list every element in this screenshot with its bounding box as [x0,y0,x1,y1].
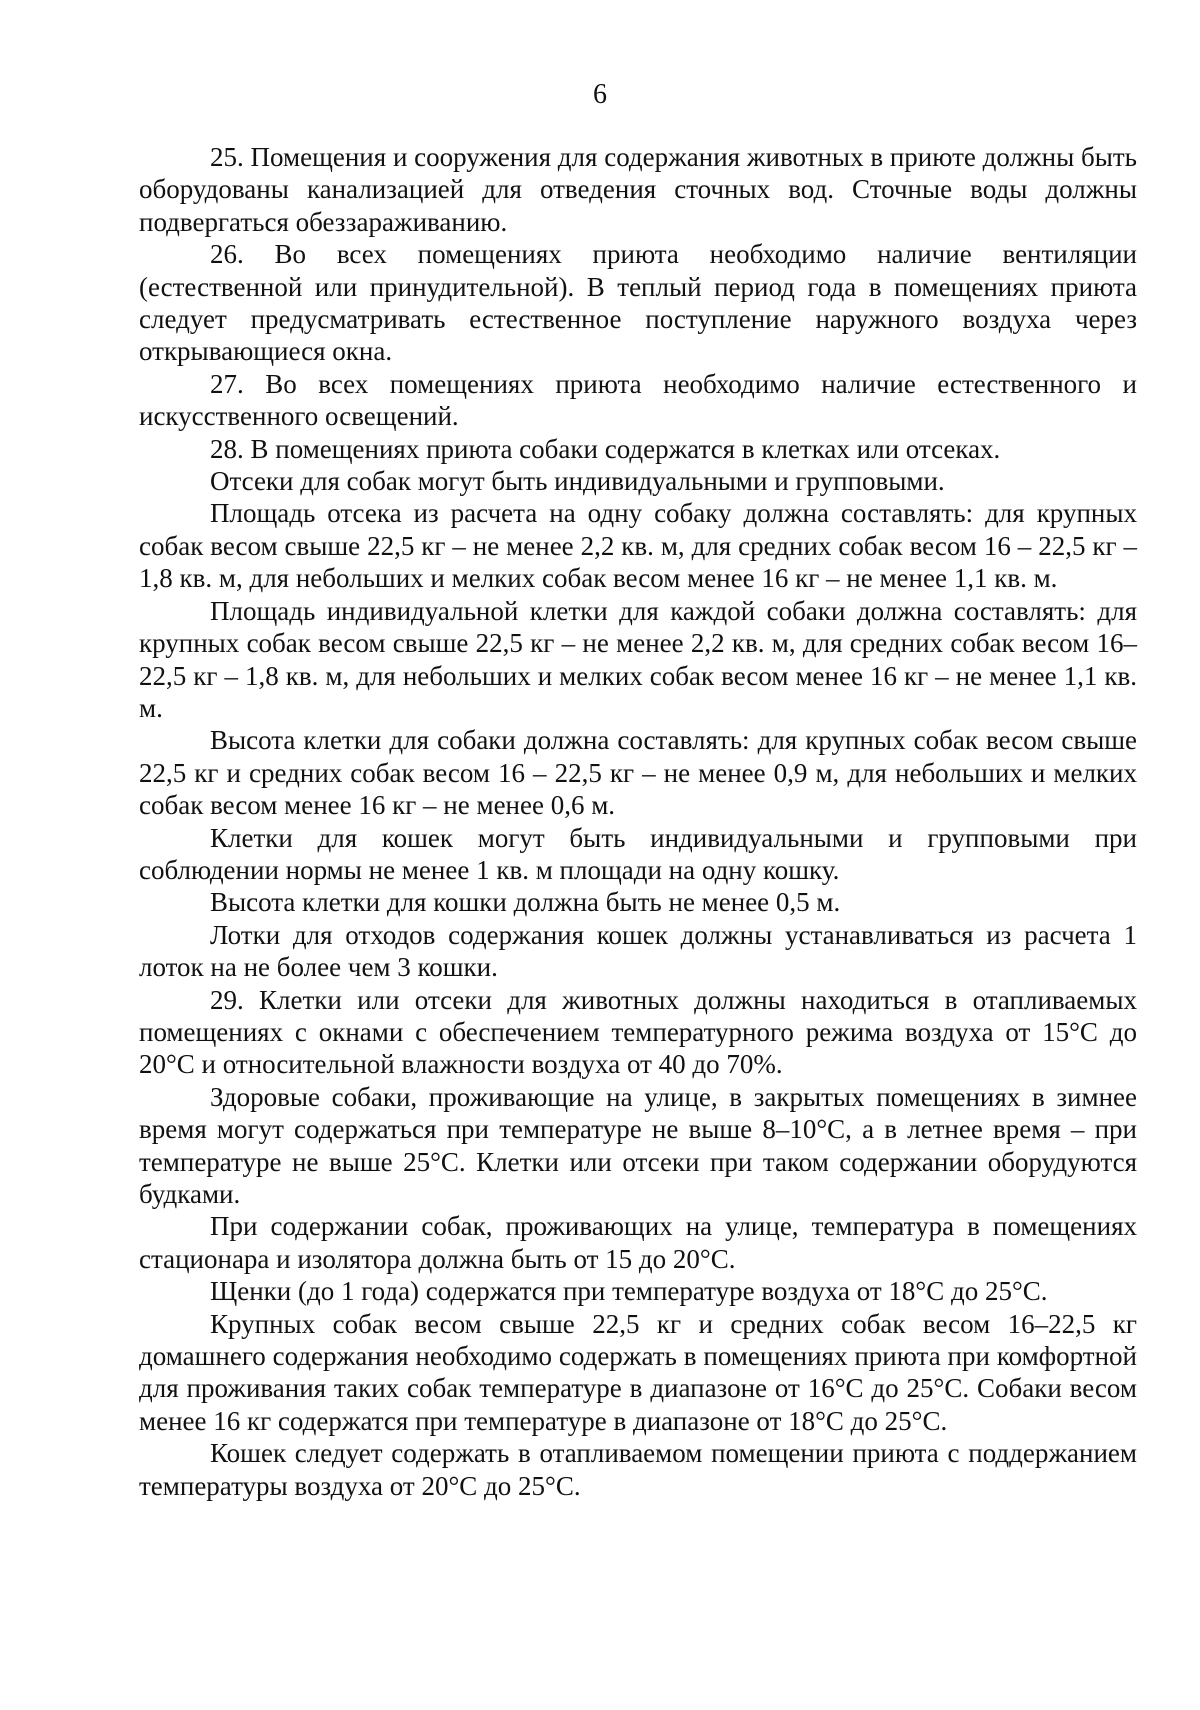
paragraph-cat-cages: Клетки для кошек могут быть индивидуальными и групповыми при соблюдении нормы не менее 1 кв. м площади на одну кошку. [139,822,1137,885]
paragraph-puppies: Щенки (до 1 года) содержатся при температуре воздуха от 18°С до 25°С. [210,1276,1048,1307]
paragraph-dog-cage-height: Высота клетки для собаки должна составлять: для крупных собак весом свыше 22,5 кг и средних собак весом 16 – 22,5 кг – не менее 0,9 м, для небольших и мелких собак весом менее 16 кг – не менее 0,6 м. [139,725,1137,821]
page-number: 6 [593,79,607,110]
paragraph-cat-litter: Лотки для отходов содержания кошек должны устанавливаться из расчета 1 лоток на не более чем 3 кошки. [139,919,1137,983]
paragraph-25: 25. Помещения и сооружения для содержания животных в приюте должны быть оборудованы канализацией для отведения сточных вод. Сточные воды должны подвергаться обеззараживанию. [139,142,1137,237]
paragraph-cats: Кошек следует содержать в отапливаемом помещении приюта с поддержанием температуры воздуха от 20°С до 25°С. [139,1438,1137,1501]
paragraph-cat-cage-height: Высота клетки для кошки должна быть не менее 0,5 м. [210,887,841,918]
paragraph-28: 28. В помещениях приюта собаки содержатся в клетках или отсеках. [210,433,1001,464]
paragraph-hospital-temperature: При содержании собак, проживающих на улице, температура в помещениях стационара и изолятора должна быть от 15 до 20°С. [139,1211,1137,1274]
document-body [139,141,1137,1502]
paragraph-dog-compartments: Отсеки для собак могут быть индивидуальными и групповыми. [210,466,945,497]
paragraph-outdoor-dogs: Здоровые собаки, проживающие на улице, в закрытых помещениях в зимнее время могут содержаться при температуре не выше 8–10°С, а в летнее время – при температуре не выше 25°С. Клетки или отсеки при таком содержании оборудуются будками. [139,1081,1137,1209]
paragraph-29: 29. Клетки или отсеки для животных должны находиться в отапливаемых помещениях с окнами с обеспечением температурного режима воздуха от 15°С до 20°С и относительной влажности воздуха от 40 до 70%. [139,984,1137,1080]
paragraph-cage-area: Площадь индивидуальной клетки для каждой собаки должна составлять: для крупных собак весом свыше 22,5 кг – не менее 2,2 кв. м, для средних собак весом 16–22,5 кг – 1,8 кв. м, для небольших и мелких собак весом менее 16 кг – не менее 1,1 кв. м. [139,595,1137,723]
paragraph-domestic-dogs: Крупных собак весом свыше 22,5 кг и средних собак весом 16–22,5 кг домашнего содержания необходимо содержать в помещениях приюта при комфортной для проживания таких собак температуре в диапазоне от 16°С до 25°С. Собаки весом менее 16 кг содержатся при температуре в диапазоне от 18°С до 25°С. [139,1308,1137,1436]
paragraph-compartment-area: Площадь отсека из расчета на одну собаку должна составлять: для крупных собак весом свыше 22,5 кг – не менее 2,2 кв. м, для средних собак весом 16 – 22,5 кг – 1,8 кв. м, для небольших и мелких собак весом менее 16 кг – не менее 1,1 кв. м. [139,498,1137,594]
paragraph-27: 27. Во всех помещениях приюта необходимо наличие естественного и искусственного освещений. [139,368,1137,432]
paragraph-26: 26. Во всех помещениях приюта необходимо наличие вентиляции (естественной или принудительной). В теплый период года в помещениях приюта следует предусматривать естественное поступление наружного воздуха через открывающиеся окна. [139,239,1137,367]
